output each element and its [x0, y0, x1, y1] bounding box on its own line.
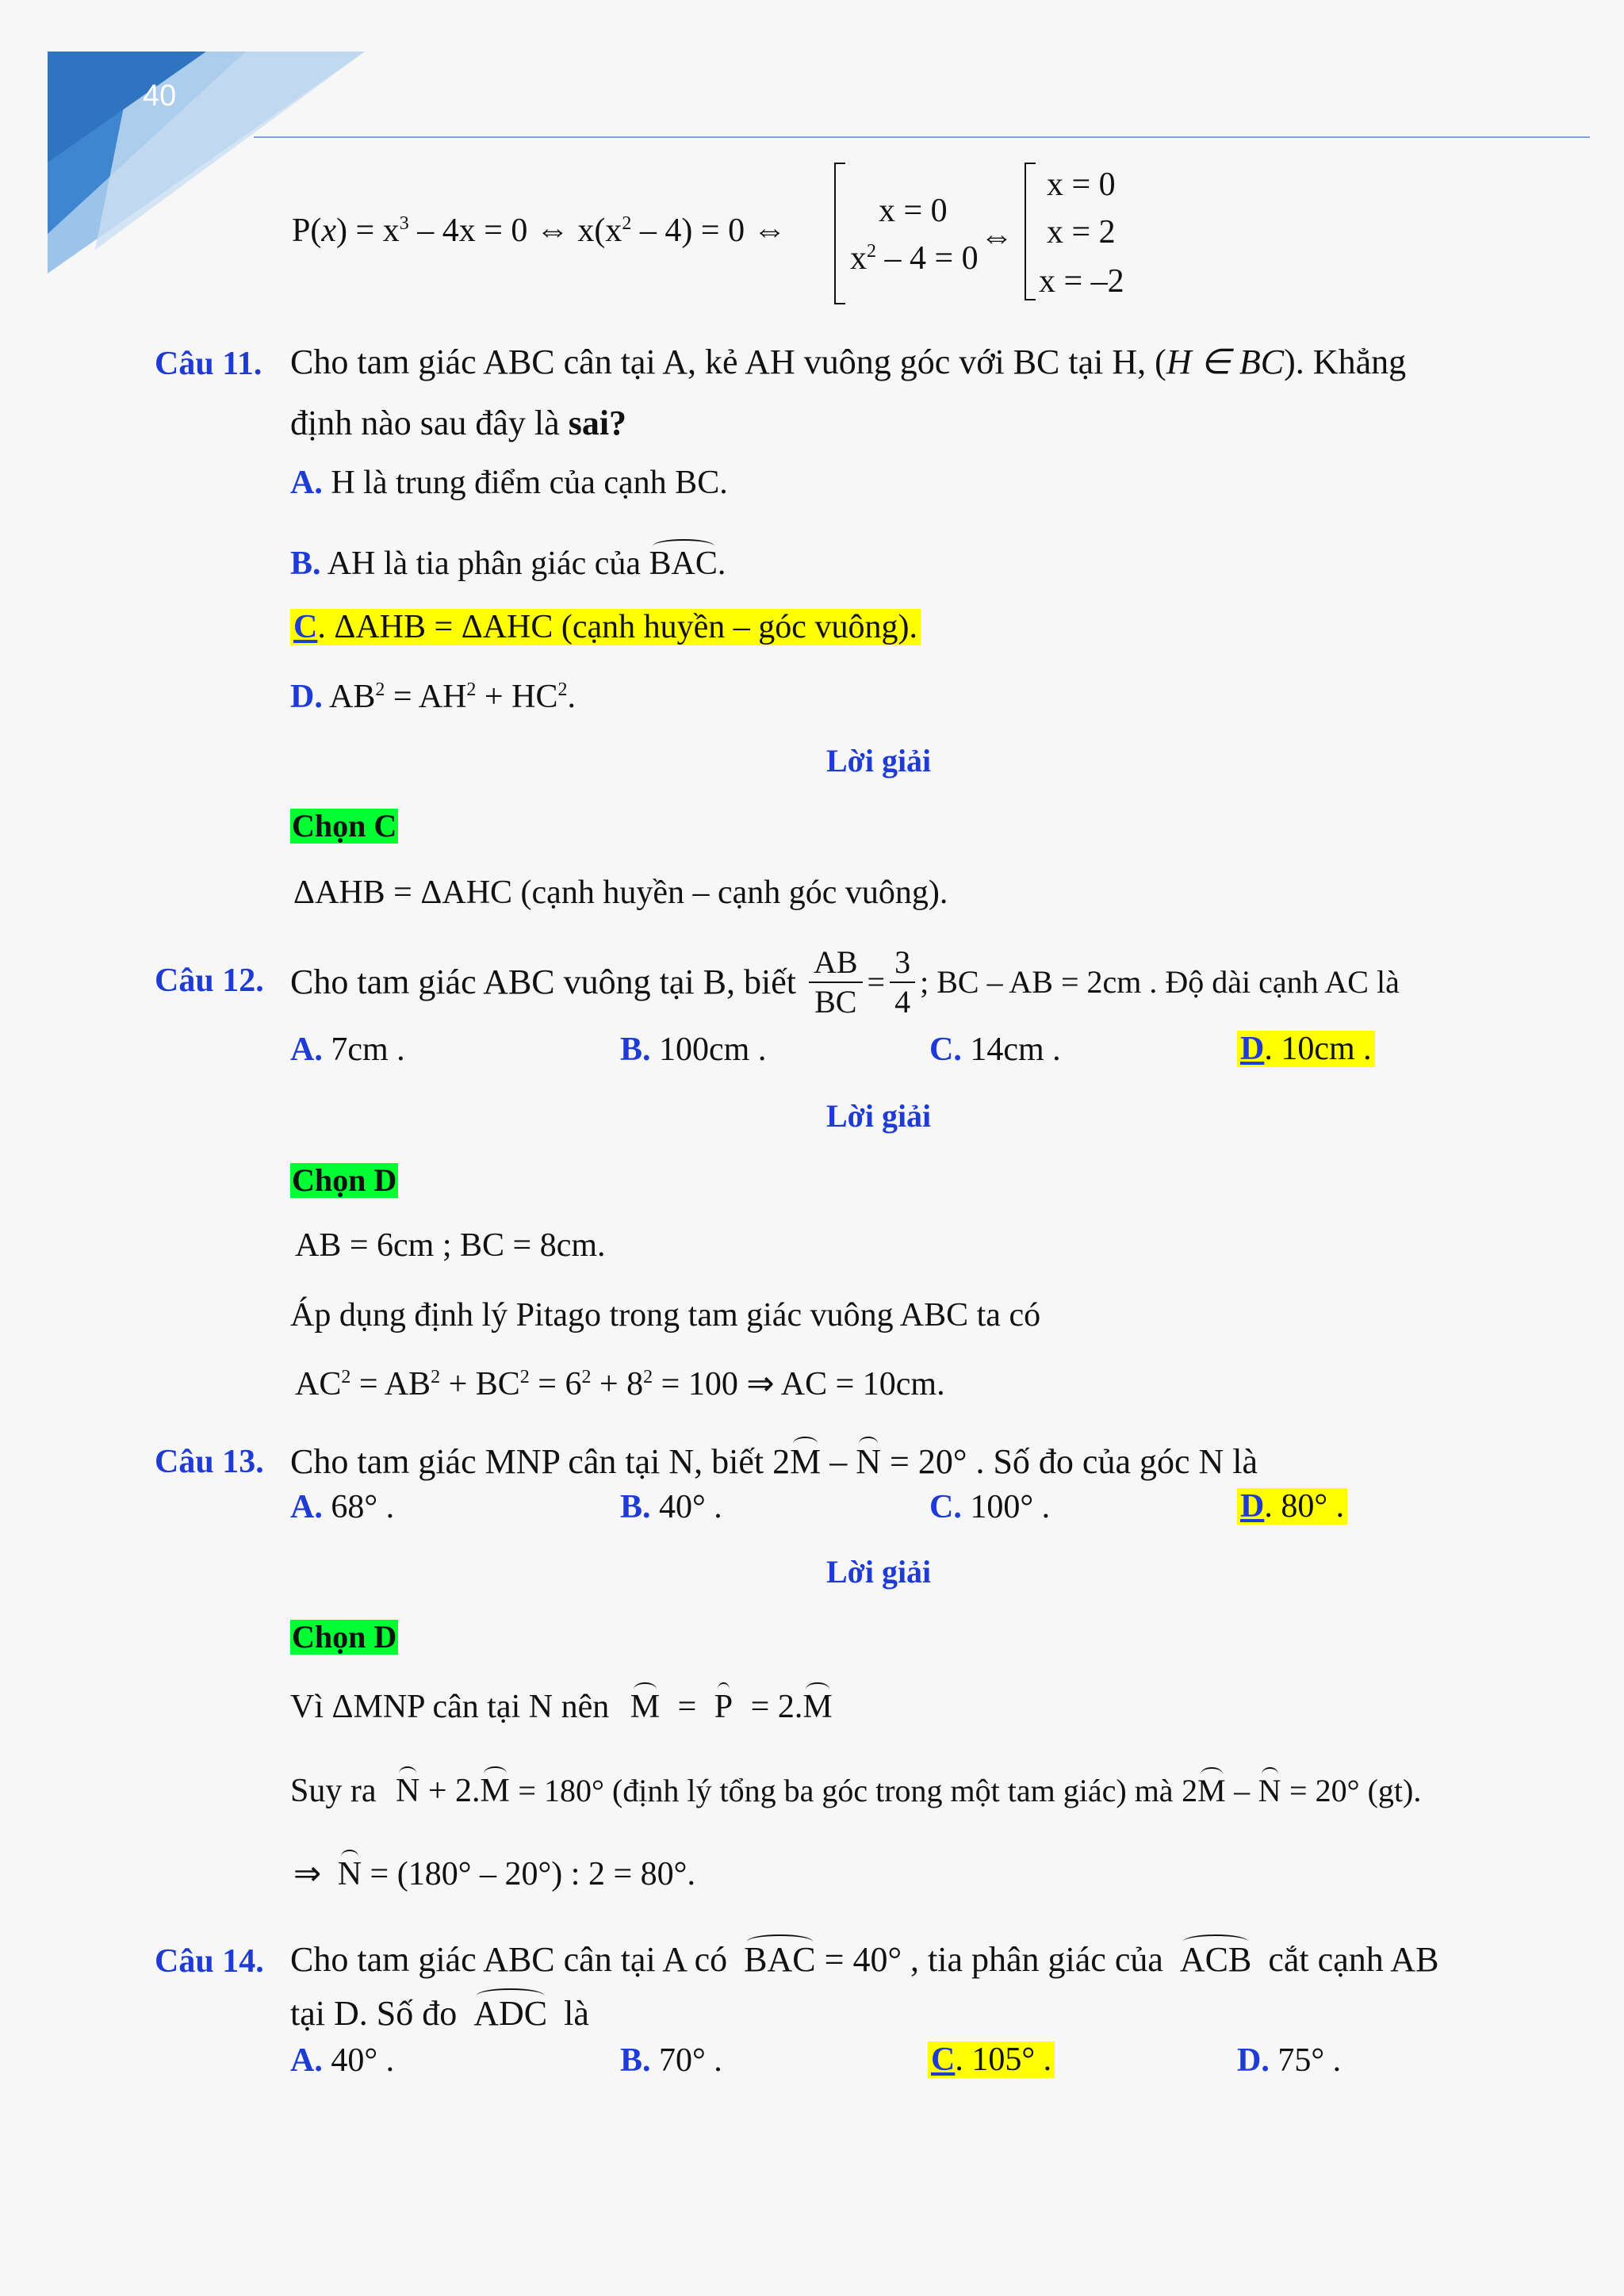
- sol-part: + 8: [599, 1366, 644, 1402]
- stem-part: tại D. Số đo: [290, 1994, 458, 2033]
- option-b[interactable]: [290, 539, 726, 580]
- option-label: B.: [620, 2042, 651, 2079]
- sol-part: = 20° (gt).: [1289, 1773, 1422, 1808]
- question-stem: [290, 1934, 1438, 1977]
- option-text: 40° .: [331, 2042, 395, 2079]
- question-stem: [290, 1437, 1258, 1479]
- stem-part: –: [829, 1442, 848, 1481]
- angle-n: N: [856, 1437, 881, 1479]
- option-d-correct[interactable]: [1237, 1031, 1375, 1067]
- stem-part: ; BC – AB = 2cm . Độ dài cạnh AC là: [920, 964, 1400, 1000]
- option-c[interactable]: [929, 1490, 1050, 1524]
- sol-part: Vì ΔMNP cân tại N nên: [290, 1689, 610, 1725]
- angle-n: N: [1258, 1767, 1281, 1807]
- numerator: 3: [890, 943, 915, 983]
- sol-part: = 100 ⇒ AC = 10cm.: [661, 1366, 945, 1402]
- sol-part: = AB: [358, 1366, 431, 1402]
- stem-part: = 40° , tia phân giác của: [824, 1940, 1163, 1979]
- option-c[interactable]: [929, 1033, 1061, 1066]
- sol-part: 2: [1182, 1773, 1198, 1808]
- option-label: D.: [290, 679, 323, 715]
- option-text: 100cm .: [659, 1031, 767, 1068]
- option-text: 100° .: [970, 1489, 1051, 1525]
- stem-bold: sai?: [568, 404, 627, 442]
- superscript: 2: [643, 1367, 653, 1387]
- sys1-a: x = 0: [879, 193, 948, 229]
- option-text: . 80° .: [1264, 1488, 1345, 1525]
- option-label: A.: [290, 465, 323, 501]
- option-text: . 10cm .: [1264, 1031, 1372, 1067]
- sol-part: Suy ra: [290, 1773, 377, 1809]
- sol-part: + 2.: [427, 1773, 481, 1809]
- denominator: 4: [894, 984, 911, 1020]
- stem-part: Cho tam giác ABC cân tại A, kẻ AH vuông góc với BC tại H, (: [290, 342, 1166, 381]
- chosen-answer: Chọn C: [292, 808, 397, 844]
- denominator: BC: [814, 984, 857, 1020]
- option-text: 7cm .: [331, 1031, 405, 1068]
- stem-part: Cho tam giác MNP cân tại N, biết: [290, 1442, 764, 1481]
- option-b[interactable]: [620, 1490, 722, 1524]
- option-d[interactable]: [290, 680, 576, 714]
- stem-part: là: [564, 1994, 589, 2033]
- eq-part: x: [605, 212, 622, 249]
- option-label: D: [1240, 1031, 1265, 1067]
- option-text: AH là tia phân giác của: [327, 545, 642, 582]
- question-stem: [290, 342, 1407, 381]
- header-rule: [254, 136, 1590, 138]
- superscript: 2: [466, 679, 477, 700]
- option-label: D: [1240, 1488, 1265, 1525]
- sol-part: –: [1234, 1773, 1251, 1808]
- option-label: C.: [929, 1489, 962, 1525]
- option-text: . ΔAHB = ΔAHC (cạnh huyền – góc vuông).: [317, 609, 917, 645]
- sys2-b: x = 2: [1047, 214, 1116, 251]
- option-a[interactable]: [290, 466, 728, 499]
- option-text: 75° .: [1277, 2042, 1342, 2079]
- option-b[interactable]: [620, 1033, 766, 1066]
- option-text: 68° .: [331, 1489, 395, 1525]
- stem-part: Cho tam giác ABC vuông tại B, biết: [290, 962, 796, 1001]
- stem-part: định nào sau đây là: [290, 404, 569, 442]
- superscript: 2: [557, 679, 568, 700]
- solution-line: ΔAHB = ΔAHC (cạnh huyền – cạnh góc vuông).: [293, 874, 948, 911]
- sol-part: ⇒: [293, 1856, 322, 1892]
- stem-part: Cho tam giác ABC cân tại A có: [290, 1940, 728, 1979]
- option-text: 70° .: [659, 2042, 722, 2079]
- question-label: Câu 12.: [155, 962, 264, 999]
- fraction-ab-bc: [809, 943, 863, 1021]
- solution-line: [290, 1766, 1421, 1808]
- superscript: 2: [519, 1367, 530, 1387]
- sys1-b: $x^2 - 4 = 0$: [850, 240, 979, 277]
- angle-m: M: [790, 1437, 821, 1479]
- option-a[interactable]: [290, 1033, 405, 1066]
- question-stem-line2: [290, 1988, 589, 2031]
- question-label: Câu 13.: [155, 1444, 264, 1480]
- stem-part: 2: [772, 1442, 791, 1481]
- chosen-answer: Chọn D: [292, 1162, 397, 1198]
- option-label: A.: [290, 1489, 323, 1525]
- option-c-correct[interactable]: [928, 2042, 1055, 2078]
- system-bracket-1: [834, 163, 845, 304]
- solution-line: [290, 1682, 833, 1724]
- fraction-3-4: [890, 943, 915, 1021]
- angle-n: N: [396, 1766, 419, 1808]
- option-label: C: [293, 609, 318, 645]
- angle-n: N: [338, 1850, 362, 1891]
- stem-math: H ∈ BC: [1166, 342, 1285, 381]
- eq-part: = 0 ⇔: [700, 212, 787, 249]
- option-d-correct[interactable]: [1237, 1488, 1347, 1525]
- option-a[interactable]: [290, 2044, 394, 2077]
- option-text: + HC: [484, 679, 558, 715]
- angle-m: M: [630, 1682, 660, 1724]
- option-text: 14cm .: [970, 1031, 1061, 1068]
- option-text: = AH: [393, 679, 467, 715]
- angle-acb: ACB: [1180, 1934, 1251, 1977]
- sol-part: =: [677, 1689, 697, 1725]
- sys2-a: x = 0: [1047, 166, 1116, 203]
- angle-m: M: [802, 1682, 832, 1724]
- eq-part: – 4x = 0 ⇔ x: [417, 212, 595, 249]
- option-label: B.: [620, 1489, 651, 1525]
- stem-part: =: [867, 964, 886, 1000]
- superscript: 2: [375, 679, 385, 700]
- question-label: Câu 11.: [155, 346, 262, 382]
- option-label: D.: [1237, 2042, 1270, 2079]
- sol-part: = 180° (định lý tổng ba góc trong một tam giác) mà: [518, 1773, 1174, 1808]
- option-text: .: [567, 679, 576, 715]
- sol-part: = 2.: [750, 1689, 803, 1725]
- option-c-correct[interactable]: [290, 609, 921, 645]
- sol-part: = (180° – 20°) : 2 = 80°.: [370, 1856, 695, 1892]
- p-label: P: [292, 212, 311, 249]
- option-label: C: [931, 2042, 956, 2078]
- sys2-c: x = –2: [1039, 263, 1124, 300]
- question-stem: [290, 943, 1400, 1021]
- solution-title: Lời giải: [826, 1554, 932, 1590]
- sys1-b-x: x: [850, 240, 867, 277]
- iff-symbol: ⇔: [980, 219, 1013, 255]
- option-text: H là trung điểm của cạnh BC.: [331, 465, 728, 501]
- option-d[interactable]: [1237, 2044, 1341, 2077]
- angle-adc: ADC: [473, 1988, 547, 2031]
- option-b[interactable]: [620, 2044, 722, 2077]
- question-stem-line2: [290, 406, 626, 441]
- angle-m: M: [1197, 1767, 1226, 1807]
- numerator: AB: [809, 943, 863, 983]
- stem-part: = 20° . Số đo của góc N là: [890, 1442, 1258, 1481]
- solution-title: Lời giải: [826, 1098, 932, 1134]
- stem-part: ). Khẳng: [1284, 342, 1407, 381]
- angle-bac: BAC: [744, 1934, 815, 1977]
- option-label: B.: [290, 545, 321, 582]
- angle-bac: BAC: [649, 539, 718, 580]
- stem-part: cắt cạnh AB: [1268, 1940, 1439, 1979]
- question-label: Câu 14.: [155, 1943, 264, 1980]
- superscript: 2: [581, 1367, 592, 1387]
- option-label: A.: [290, 1031, 323, 1068]
- option-text: 40° .: [659, 1489, 722, 1525]
- system-bracket-2: [1025, 163, 1036, 300]
- sol-part: + BC: [448, 1366, 520, 1402]
- option-label: C.: [929, 1031, 962, 1068]
- solution-line: [293, 1850, 695, 1891]
- angle-p: P: [714, 1682, 733, 1724]
- sol-part: AC: [295, 1366, 342, 1402]
- option-label: B.: [620, 1031, 651, 1068]
- sys1-b-rest: – 4 = 0: [884, 240, 979, 277]
- option-text: .: [717, 545, 726, 582]
- page-number: 40: [143, 79, 177, 113]
- option-a[interactable]: [290, 1490, 394, 1524]
- angle-m: M: [481, 1766, 510, 1808]
- option-text: AB: [329, 679, 376, 715]
- superscript: 2: [341, 1367, 351, 1387]
- eq-part: = x: [355, 212, 400, 249]
- option-text: . 105° .: [955, 2042, 1052, 2078]
- chosen-answer: Chọn D: [292, 1619, 397, 1655]
- sol-part: = 6: [538, 1366, 582, 1402]
- solution-line: Áp dụng định lý Pitago trong tam giác vuông ABC ta có: [290, 1297, 1041, 1334]
- option-label: A.: [290, 2042, 323, 2079]
- eq-part: – 4: [639, 212, 682, 249]
- superscript: 2: [431, 1367, 441, 1387]
- solution-line: [295, 1368, 945, 1401]
- solution-title: Lời giải: [826, 743, 932, 779]
- solution-line: AB = 6cm ; BC = 8cm.: [295, 1227, 606, 1264]
